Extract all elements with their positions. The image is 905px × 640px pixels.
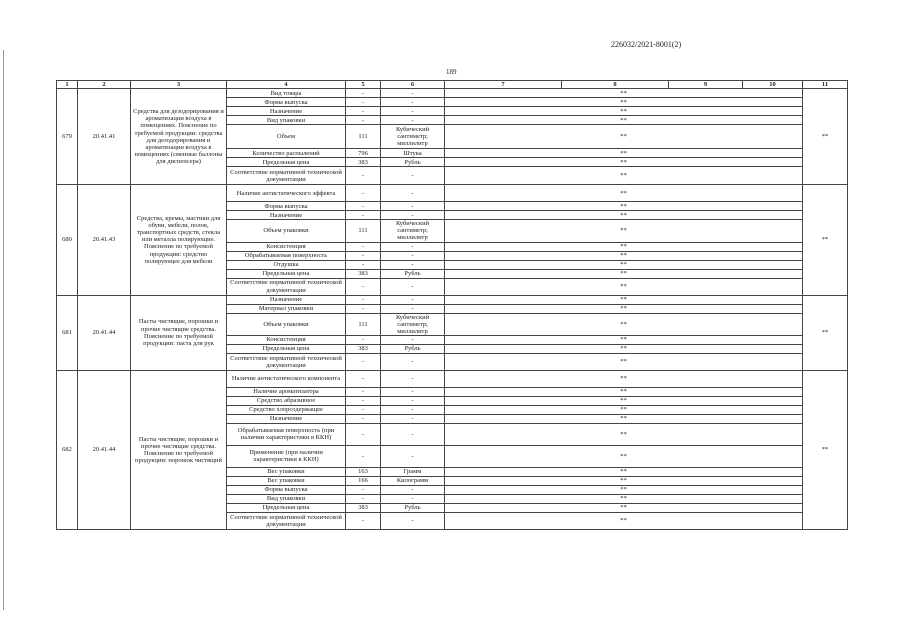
unit-name: Килограмм	[381, 476, 445, 485]
characteristic-name: Средство абразивное	[227, 396, 346, 405]
unit-code: -	[346, 494, 381, 503]
table-row	[57, 295, 848, 304]
header-col-2: 2	[78, 81, 131, 89]
characteristic-name: Форма выпуска	[227, 98, 346, 107]
unit-code: 111	[346, 220, 381, 242]
characteristic-value: **	[445, 485, 803, 494]
characteristic-name: Соответствие нормативной технической документации	[227, 512, 346, 529]
characteristic-name: Объем	[227, 125, 346, 149]
characteristic-value: **	[445, 335, 803, 344]
characteristic-name: Вид упаковки	[227, 494, 346, 503]
characteristic-name: Обрабатываемая поверхность (при наличии характеристики в ККН)	[227, 423, 346, 445]
unit-name: -	[381, 512, 445, 529]
unit-name: Рубль	[381, 269, 445, 278]
characteristic-value: **	[445, 278, 803, 295]
unit-code: -	[346, 167, 381, 185]
header-col-7: 7	[445, 81, 562, 89]
header-col-5: 5	[346, 81, 381, 89]
unit-name: Грамм	[381, 467, 445, 476]
characteristic-value: **	[445, 251, 803, 260]
unit-name: Рубль	[381, 503, 445, 512]
characteristic-value: **	[445, 185, 803, 202]
characteristic-name: Предельная цена	[227, 269, 346, 278]
characteristic-value: **	[445, 107, 803, 116]
unit-code: 383	[346, 269, 381, 278]
characteristic-value: **	[445, 387, 803, 396]
unit-code: -	[346, 405, 381, 414]
remark-mark: **	[803, 370, 848, 529]
unit-code: -	[346, 260, 381, 269]
unit-code: -	[346, 387, 381, 396]
unit-name: -	[381, 116, 445, 125]
okpd-code: 20.41.41	[78, 89, 131, 185]
unit-code: -	[346, 278, 381, 295]
header-col-6: 6	[381, 81, 445, 89]
product-description: Пасты чистящие, порошки и прочие чистящие средства. Пояснение по требуемой продукции: порошок чистящий	[131, 370, 227, 529]
unit-code: -	[346, 251, 381, 260]
characteristic-name: Предельная цена	[227, 344, 346, 353]
header-col-9: 9	[669, 81, 743, 89]
characteristic-value: **	[445, 423, 803, 445]
characteristic-value: **	[445, 467, 803, 476]
document-number: 226032/2021-8001(2)	[611, 40, 682, 49]
row-number: 679	[57, 89, 78, 185]
characteristic-name: Соответствие нормативной технической документации	[227, 278, 346, 295]
characteristic-value: **	[445, 220, 803, 242]
unit-code: 111	[346, 125, 381, 149]
characteristic-value: **	[445, 260, 803, 269]
unit-code: 111	[346, 313, 381, 335]
characteristic-name: Наличие ароматизатора	[227, 387, 346, 396]
row-number: 681	[57, 295, 78, 370]
unit-name: -	[381, 445, 445, 467]
unit-code: -	[346, 485, 381, 494]
unit-code: 383	[346, 344, 381, 353]
unit-name: -	[381, 485, 445, 494]
characteristic-value: **	[445, 269, 803, 278]
unit-name: -	[381, 278, 445, 295]
characteristic-name: Форма выпуска	[227, 485, 346, 494]
unit-name: -	[381, 423, 445, 445]
unit-code: -	[346, 353, 381, 370]
header-col-1: 1	[57, 81, 78, 89]
unit-code: -	[346, 185, 381, 202]
characteristic-value: **	[445, 242, 803, 251]
characteristic-name: Вид товара	[227, 89, 346, 98]
unit-code: 163	[346, 467, 381, 476]
unit-code: -	[346, 414, 381, 423]
characteristic-value: **	[445, 494, 803, 503]
unit-name: -	[381, 335, 445, 344]
characteristic-name: Вес упаковки	[227, 476, 346, 485]
unit-code: -	[346, 370, 381, 387]
unit-code: -	[346, 98, 381, 107]
characteristic-name: Назначение	[227, 295, 346, 304]
characteristic-value: **	[445, 98, 803, 107]
characteristic-name: Объем упаковки	[227, 313, 346, 335]
table-row	[57, 370, 848, 387]
characteristic-value: **	[445, 158, 803, 167]
unit-code: 383	[346, 158, 381, 167]
unit-code: 383	[346, 503, 381, 512]
unit-name: Рубль	[381, 344, 445, 353]
okpd-code: 20.41.43	[78, 185, 131, 295]
unit-code: -	[346, 335, 381, 344]
row-number: 682	[57, 370, 78, 529]
characteristic-name: Средство хлорсодержащее	[227, 405, 346, 414]
unit-name: Рубль	[381, 158, 445, 167]
characteristic-name: Назначение	[227, 414, 346, 423]
unit-name: Штука	[381, 149, 445, 158]
characteristic-name: Консистенция	[227, 335, 346, 344]
characteristic-name: Наличие антистатического компонента	[227, 370, 346, 387]
page-number: 189	[446, 68, 457, 76]
characteristic-name: Соответствие нормативной технической документации	[227, 353, 346, 370]
characteristic-value: **	[445, 344, 803, 353]
unit-name: -	[381, 370, 445, 387]
product-description: Средства для дезодорирования и ароматизации воздуха в помещениях. Пояснение по требуемой продукции: средства для дезодорирования и ароматизации воздуха в помещениях (сменные баллоны для диспенсера)	[131, 89, 227, 185]
unit-name: Кубический сантиметр; миллилитр	[381, 220, 445, 242]
unit-name: -	[381, 405, 445, 414]
product-description: Пасты чистящие, порошки и прочие чистящие средства. Пояснение по требуемой продукции: паста для рук	[131, 295, 227, 370]
unit-code: -	[346, 423, 381, 445]
remark-mark: **	[803, 295, 848, 370]
characteristic-name: Консистенция	[227, 242, 346, 251]
unit-name: -	[381, 494, 445, 503]
characteristic-value: **	[445, 396, 803, 405]
characteristic-value: **	[445, 405, 803, 414]
unit-name: -	[381, 185, 445, 202]
characteristic-name: Применение (при наличии характеристики в ККН)	[227, 445, 346, 467]
characteristic-value: **	[445, 512, 803, 529]
characteristic-name: Наличие антистатического эффекта	[227, 185, 346, 202]
characteristic-name: Вид упаковки	[227, 116, 346, 125]
characteristic-name: Форма выпуска	[227, 202, 346, 211]
unit-name: -	[381, 353, 445, 370]
characteristic-value: **	[445, 445, 803, 467]
unit-code: -	[346, 89, 381, 98]
row-number: 680	[57, 185, 78, 295]
characteristic-value: **	[445, 116, 803, 125]
characteristic-value: **	[445, 167, 803, 185]
unit-code: -	[346, 107, 381, 116]
header-col-11: 11	[803, 81, 848, 89]
characteristic-name: Предельная цена	[227, 158, 346, 167]
table-row	[57, 89, 848, 98]
unit-name: -	[381, 414, 445, 423]
header-col-8: 8	[562, 81, 669, 89]
characteristic-name: Назначение	[227, 211, 346, 220]
unit-code: -	[346, 304, 381, 313]
table-body	[57, 81, 848, 530]
unit-code: 796	[346, 149, 381, 158]
characteristic-name: Объем упаковки	[227, 220, 346, 242]
unit-code: -	[346, 242, 381, 251]
okpd-code: 20.41.44	[78, 370, 131, 529]
characteristic-name: Количество распылений	[227, 149, 346, 158]
unit-name: -	[381, 98, 445, 107]
unit-code: -	[346, 396, 381, 405]
unit-code: 166	[346, 476, 381, 485]
characteristic-value: **	[445, 149, 803, 158]
unit-name: -	[381, 396, 445, 405]
unit-code: -	[346, 116, 381, 125]
unit-name: -	[381, 202, 445, 211]
unit-code: -	[346, 295, 381, 304]
characteristic-value: **	[445, 125, 803, 149]
characteristic-value: **	[445, 304, 803, 313]
okpd-code: 20.41.44	[78, 295, 131, 370]
remark-mark: **	[803, 185, 848, 295]
characteristic-name: Материал упаковки	[227, 304, 346, 313]
characteristic-name: Назначение	[227, 107, 346, 116]
characteristic-name: Соответствие нормативной технической документации	[227, 167, 346, 185]
characteristic-name: Вес упаковки	[227, 467, 346, 476]
remark-mark: **	[803, 89, 848, 185]
unit-name: -	[381, 304, 445, 313]
characteristic-value: **	[445, 211, 803, 220]
header-col-4: 4	[227, 81, 346, 89]
unit-name: -	[381, 260, 445, 269]
unit-name: -	[381, 242, 445, 251]
characteristic-value: **	[445, 503, 803, 512]
header-col-10: 10	[743, 81, 803, 89]
unit-name: -	[381, 167, 445, 185]
characteristic-value: **	[445, 414, 803, 423]
unit-name: -	[381, 295, 445, 304]
unit-code: -	[346, 512, 381, 529]
specification-table	[56, 80, 848, 530]
characteristic-name: Предельная цена	[227, 503, 346, 512]
characteristic-name: Отдушка	[227, 260, 346, 269]
characteristic-value: **	[445, 295, 803, 304]
unit-name: -	[381, 251, 445, 260]
header-row	[57, 81, 848, 89]
unit-name: -	[381, 387, 445, 396]
scan-margin-line	[3, 50, 4, 610]
unit-name: -	[381, 107, 445, 116]
characteristic-value: **	[445, 89, 803, 98]
table-row	[57, 185, 848, 202]
unit-code: -	[346, 202, 381, 211]
unit-name: Кубический сантиметр; миллилитр	[381, 125, 445, 149]
characteristic-name: Обрабатываемая поверхность	[227, 251, 346, 260]
unit-name: -	[381, 211, 445, 220]
unit-name: -	[381, 89, 445, 98]
unit-code: -	[346, 211, 381, 220]
unit-name: Кубический сантиметр; миллилитр	[381, 313, 445, 335]
characteristic-value: **	[445, 202, 803, 211]
characteristic-value: **	[445, 476, 803, 485]
characteristic-value: **	[445, 313, 803, 335]
header-col-3: 3	[131, 81, 227, 89]
characteristic-value: **	[445, 353, 803, 370]
product-description: Средства, кремы, мастики для обуви, мебели, полов, транспортных средств, стекла или металла полирующие. Пояснение по требуемой продукции: средство полирующее для мебели	[131, 185, 227, 295]
characteristic-value: **	[445, 370, 803, 387]
unit-code: -	[346, 445, 381, 467]
